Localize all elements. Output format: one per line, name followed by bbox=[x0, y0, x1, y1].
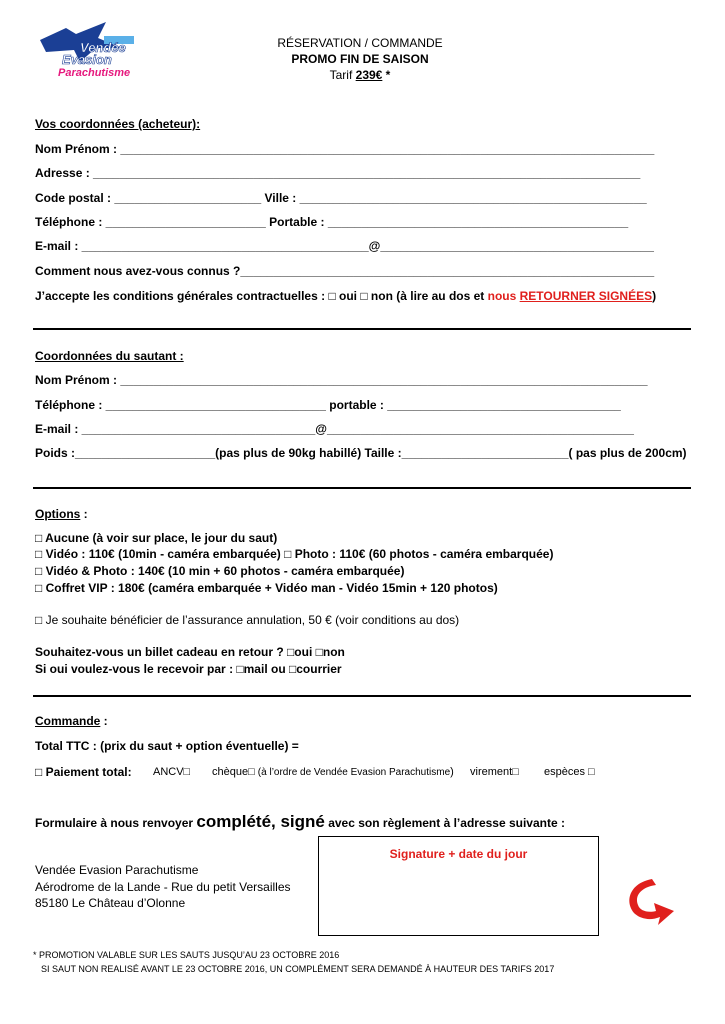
payment-cheque-label: chèque□ bbox=[212, 766, 255, 778]
buyer-name-field[interactable]: Nom Prénom : ________________________________________________________________________________ bbox=[35, 142, 655, 156]
buyer-address-field[interactable]: Adresse : __________________________________________________________________________________ bbox=[35, 166, 641, 180]
section-divider bbox=[33, 328, 691, 330]
signature-box[interactable] bbox=[318, 836, 599, 936]
payment-cheque-note: (à l’ordre de Vendée Evasion Parachutisme bbox=[257, 767, 451, 778]
payment-cheque[interactable] bbox=[212, 766, 454, 778]
options-heading bbox=[35, 507, 88, 521]
gift-question[interactable]: Souhaitez-vous un billet cadeau en retour ? □oui □non bbox=[35, 645, 345, 659]
terms-end: ) bbox=[652, 289, 657, 303]
payment-cheque-close: ) bbox=[450, 766, 454, 778]
address-line-3: 85180 Le Château d’Olonne bbox=[35, 896, 186, 910]
promo-title: PROMO FIN DE SAISON bbox=[291, 52, 429, 66]
payment-label: □ Paiement total: bbox=[35, 765, 132, 779]
options-heading-colon: : bbox=[80, 507, 88, 521]
option-video-photo[interactable]: □ Vidéo : 110€ (10min - caméra embarquée) □ Photo : 110€ (60 photos - caméra embarquée) bbox=[35, 547, 554, 561]
tarif-label: Tarif bbox=[329, 68, 356, 82]
buyer-phone-field[interactable]: Téléphone : ________________________ Portable : _____________________________________________ bbox=[35, 215, 629, 229]
terms-red: nous bbox=[487, 289, 520, 303]
option-video-and-photo[interactable]: □ Vidéo & Photo : 140€ (10 min + 60 photos - caméra embarquée) bbox=[35, 564, 405, 578]
address-line-2: Aérodrome de la Lande - Rue du petit Versailles bbox=[35, 880, 291, 894]
jumper-heading: Coordonnées du sautant : bbox=[35, 349, 184, 363]
address-line-1: Vendée Evasion Parachutisme bbox=[35, 863, 199, 877]
jumper-size-field[interactable]: Poids :_____________________(pas plus de 90kg habillé) Taille :_________________________( pas plus de 200cm) bbox=[35, 446, 687, 460]
buyer-postal-field[interactable]: Code postal : ______________________ Ville : ____________________________________________________ bbox=[35, 191, 647, 205]
payment-virement[interactable]: virement□ bbox=[470, 766, 519, 778]
order-heading-colon: : bbox=[100, 714, 108, 728]
send-instructions bbox=[35, 812, 565, 832]
buyer-how-field[interactable]: Comment nous avez-vous connus ?______________________________________________________________ bbox=[35, 264, 655, 278]
payment-especes[interactable]: espèces □ bbox=[544, 766, 595, 778]
payment-ancv[interactable]: ANCV□ bbox=[153, 766, 191, 778]
tarif-line bbox=[240, 68, 480, 82]
options-heading-text: Options bbox=[35, 507, 81, 521]
send-text-b: avec son règlement à l’adresse suivante : bbox=[324, 816, 565, 830]
jumper-email-field[interactable]: E-mail : ___________________________________@______________________________________________ bbox=[35, 422, 634, 436]
tarif-star: * bbox=[382, 68, 391, 82]
svg-text:Parachutisme: Parachutisme bbox=[58, 67, 131, 79]
footer-note-1: * PROMOTION VALABLE SUR LES SAUTS JUSQU’AU 23 OCTOBRE 2016 bbox=[33, 950, 340, 960]
jumper-phone-field[interactable]: Téléphone : _________________________________ portable : ___________________________________ bbox=[35, 398, 621, 412]
total-line[interactable]: Total TTC : (prix du saut + option éventuelle) = bbox=[35, 739, 299, 753]
terms-text: J’accepte les conditions générales contractuelles : □ oui □ non (à lire au dos et bbox=[35, 289, 488, 303]
svg-text:Vendée: Vendée bbox=[80, 40, 126, 55]
footer-note-2: SI SAUT NON REALISÉ AVANT LE 23 OCTOBRE 2016, UN COMPLÉMENT SERA DEMANDÉ À HAUTEUR DES TARIFS 2017 bbox=[41, 964, 555, 974]
order-heading bbox=[35, 714, 108, 728]
red-arrow-icon bbox=[622, 875, 678, 927]
section-divider bbox=[33, 695, 691, 697]
order-heading-text: Commande bbox=[35, 714, 101, 728]
option-vip[interactable]: □ Coffret VIP : 180€ (caméra embarquée + Vidéo man - Vidéo 15min + 120 photos) bbox=[35, 581, 498, 595]
send-emphasis: complété, signé bbox=[196, 812, 325, 831]
tarif-value: 239€ bbox=[355, 68, 383, 82]
jumper-name-field[interactable]: Nom Prénom : _______________________________________________________________________________ bbox=[35, 373, 648, 387]
gift-delivery[interactable]: Si oui voulez-vous le recevoir par : □mail ou □courrier bbox=[35, 662, 342, 676]
page-title: RÉSERVATION / COMMANDE bbox=[277, 36, 443, 50]
svg-text:Evasion: Evasion bbox=[62, 52, 112, 67]
buyer-heading: Vos coordonnées (acheteur): bbox=[35, 117, 201, 131]
company-logo bbox=[36, 18, 140, 80]
buyer-email-field[interactable]: E-mail : ___________________________________________@_________________________________________ bbox=[35, 239, 654, 253]
option-none[interactable]: □ Aucune (à voir sur place, le jour du saut) bbox=[35, 531, 278, 545]
terms-line[interactable] bbox=[35, 289, 656, 303]
terms-red-underlined: RETOURNER SIGNÉES bbox=[519, 289, 653, 303]
signature-label: Signature + date du jour bbox=[389, 847, 528, 861]
section-divider bbox=[33, 487, 691, 489]
insurance-option[interactable]: □ Je souhaite bénéficier de l’assurance annulation, 50 € (voir conditions au dos) bbox=[35, 613, 460, 627]
send-text-a: Formulaire à nous renvoyer bbox=[35, 816, 197, 830]
